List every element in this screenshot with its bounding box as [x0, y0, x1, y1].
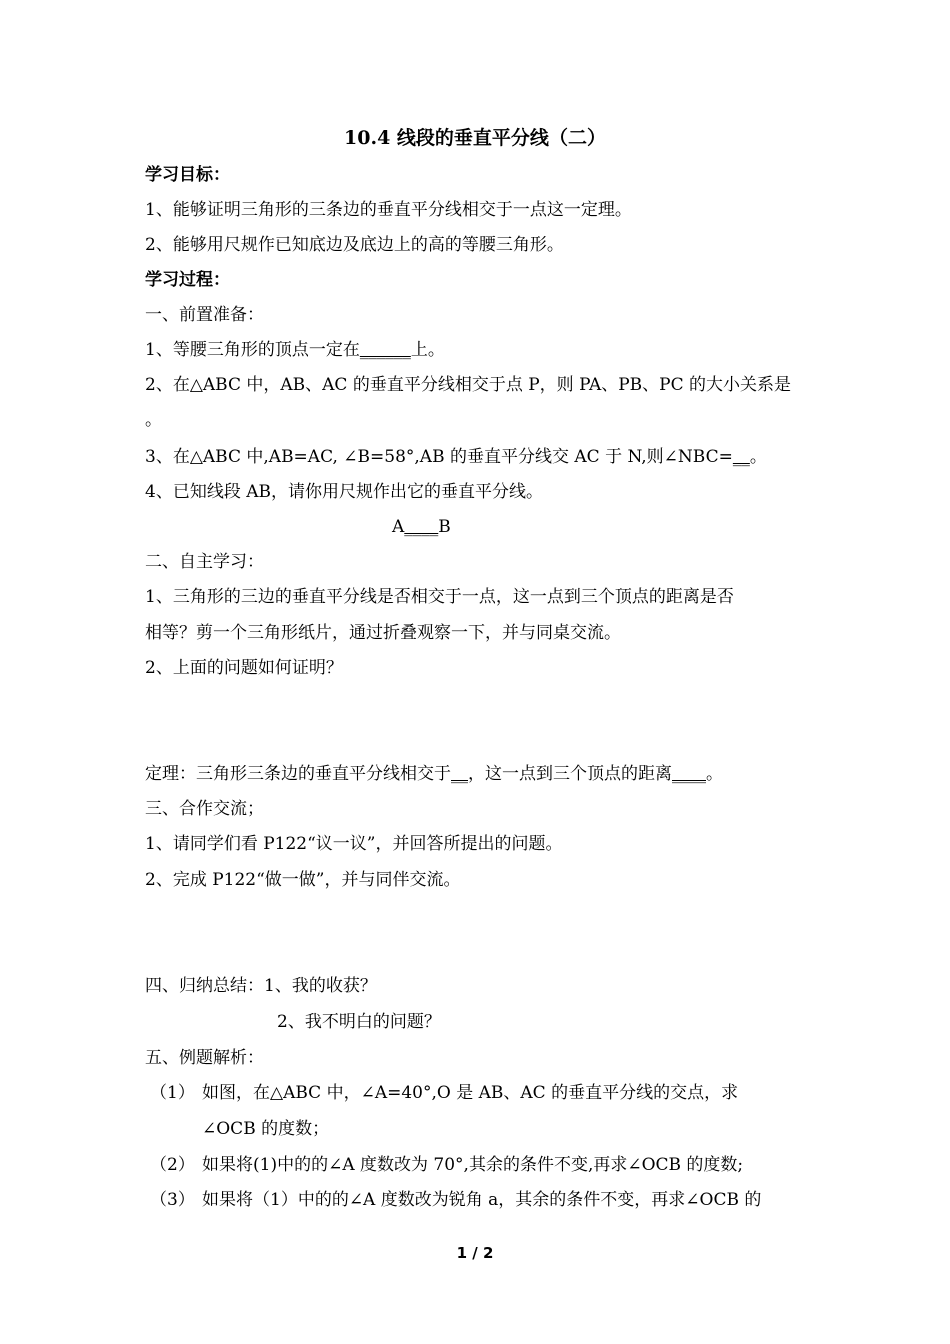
page-number: 1 / 2	[456, 1244, 494, 1262]
self-study-q1-line2: 相等？剪一个三角形纸片，通过折叠观察一下，并与同桌交流。	[145, 623, 621, 643]
theorem	[145, 763, 723, 785]
theorem-end: 。	[706, 764, 723, 784]
theorem-blank-2: ____	[672, 764, 706, 784]
prep-q1-text: 1、等腰三角形的顶点一定在	[145, 340, 360, 360]
prep-question-1	[145, 339, 445, 361]
self-study-heading: 二、自主学习：	[145, 552, 264, 572]
prep-heading: 一、前置准备：	[145, 305, 264, 325]
summary-line-1: 四、归纳总结：1、我的收获？	[145, 976, 377, 996]
theorem-blank-1: __	[451, 764, 468, 784]
self-study-q2: 2、上面的问题如何证明？	[145, 658, 343, 678]
prep-question-4: 4、已知线段 AB，请你用尺规作出它的垂直平分线。	[145, 482, 543, 502]
goal-item-2: 2、能够用尺规作已知底边及底边上的高的等腰三角形。	[145, 235, 564, 255]
coop-q2: 2、完成 P122“做一做”，并与同伴交流。	[145, 870, 461, 890]
segment-label-b: B	[438, 517, 451, 537]
prep-q3-end: 。	[749, 447, 767, 467]
prep-question-3	[145, 446, 767, 468]
segment-ab	[392, 516, 451, 538]
prep-q3-blank: __	[732, 447, 750, 467]
prep-question-2: 2、在△ABC 中，AB、AC 的垂直平分线相交于点 P，则 PA、PB、PC 的大小关系是	[145, 375, 792, 395]
process-heading: 学习过程：	[145, 270, 230, 290]
theorem-text: 定理：三角形三条边的垂直平分线相交于	[145, 764, 451, 784]
example-3-number: （3）	[150, 1190, 195, 1210]
goals-heading: 学习目标：	[145, 165, 230, 185]
examples-heading: 五、例题解析：	[145, 1048, 264, 1068]
example-3-line1: 如果将（1）中的的∠A 度数改为锐角 a，其余的条件不变，再求∠OCB 的	[202, 1190, 762, 1210]
coop-q1: 1、请同学们看 P122“议一议”，并回答所提出的问题。	[145, 834, 563, 854]
prep-q1-blank: ______	[359, 340, 411, 360]
example-1-line1: 如图，在△ABC 中，∠A=40°,O 是 AB、AC 的垂直平分线的交点，求	[202, 1083, 739, 1103]
summary-line-2: 2、我不明白的问题？	[277, 1012, 441, 1032]
example-2-line1: 如果将(1)中的的∠A 度数改为 70°,其余的条件不变,再求∠OCB 的度数;	[202, 1155, 744, 1175]
example-1-line2: ∠OCB 的度数；	[202, 1119, 330, 1139]
goal-item-1: 1、能够证明三角形的三条边的垂直平分线相交于一点这一定理。	[145, 200, 632, 220]
prep-question-2-end: 。	[145, 410, 162, 430]
segment-line: ____	[404, 517, 439, 537]
example-1-number: （1）	[150, 1083, 195, 1103]
page-title: 10.4 线段的垂直平分线（二）	[344, 127, 606, 149]
theorem-mid: ，这一点到三个顶点的距离	[468, 764, 672, 784]
coop-heading: 三、合作交流；	[145, 799, 264, 819]
example-2-number: （2）	[150, 1155, 195, 1175]
self-study-q1-line1: 1、三角形的三边的垂直平分线是否相交于一点，这一点到三个顶点的距离是否	[145, 587, 734, 607]
prep-q1-end: 上。	[410, 340, 445, 360]
prep-q3-text: 3、在△ABC 中,AB=AC, ∠B=58°,AB 的垂直平分线交 AC 于 N,则∠NBC=	[145, 447, 733, 467]
segment-label-a: A	[392, 517, 405, 537]
